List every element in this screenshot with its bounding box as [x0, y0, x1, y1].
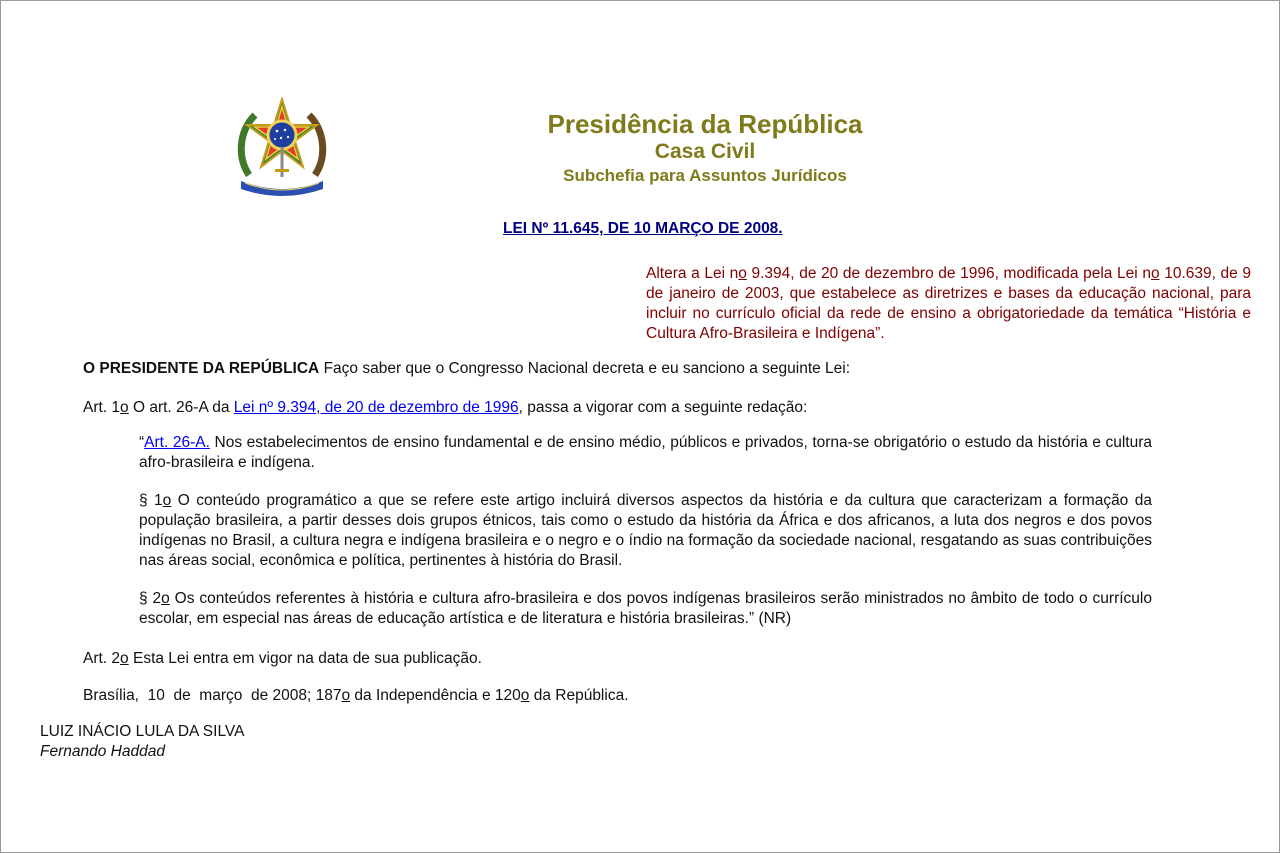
ementa-text-2: 9.394, de 20 de dezembro de 1996, modificada pela Lei n — [746, 265, 1151, 282]
ementa-text-1: Altera a Lei n — [646, 265, 739, 282]
ementa-ordinal-2: o — [1150, 265, 1160, 282]
article-1 — [83, 398, 1153, 418]
coat-of-arms-logo — [235, 97, 329, 199]
paragraph-2 — [139, 589, 1152, 629]
par2-prefix: § 2 — [139, 590, 162, 607]
signature-minister: Fernando Haddad — [40, 743, 165, 760]
par2-ordinal: o — [161, 590, 170, 607]
art26a-quote: “ — [139, 434, 145, 451]
ementa-text-3: 10.639, de 9 de janeiro de 2003, que estabelece as diretrizes e bases da educação nacional, para incluir no currículo oficial da rede de ensino a obrigatoriedade da temática “História e Cultura Afro-Brasileira e Indígena”. — [646, 265, 1252, 342]
art1-text-1: O art. 26-A da — [128, 399, 234, 416]
art2-ordinal: o — [120, 650, 129, 667]
preamble-text: Faço saber que o Congresso Nacional decreta e eu sanciono a seguinte Lei: — [319, 360, 851, 377]
par2-text: Os conteúdos referentes à história e cultura afro-brasileira e dos povos indígenas brasileiros serão ministrados no âmbito de todo o currículo escolar, em especial nas áreas de educação artística e de literatura e história brasileiras.” (NR) — [139, 590, 1152, 627]
art2-text: Esta Lei entra em vigor na data de sua publicação. — [128, 650, 482, 667]
date-ordinal-1: o — [341, 687, 351, 704]
article-2 — [83, 649, 1153, 669]
article-26a — [139, 433, 1152, 473]
art1-ordinal: o — [120, 399, 129, 416]
ementa-ordinal-1: o — [738, 265, 747, 282]
art1-text-2: , passa a vigorar com a seguinte redação: — [518, 399, 808, 416]
par1-text: O conteúdo programático a que se refere este artigo incluirá diversos aspectos da história e da cultura que caracterizam a formação da população brasileira, a partir desses dois grupos étnicos, tais como o estudo da história da África e dos africanos, a luta dos negros e dos povos indígenas no Brasil, a cultura negra e indígena brasileira e o negro e o índio na formação da sociedade nacional, resgatando as suas contribuições nas áreas social, econômica e política, pertinentes à história do Brasil. — [139, 492, 1152, 569]
law-title[interactable]: LEI Nº 11.645, DE 10 MARÇO DE 2008. — [503, 220, 783, 237]
date-text-3: da República. — [529, 687, 629, 704]
header-block — [431, 109, 979, 188]
art2-prefix: Art. 2 — [83, 650, 121, 667]
header-presidencia: Presidência da República — [547, 109, 863, 139]
art-26a-link[interactable]: Art. 26-A. — [144, 434, 210, 451]
date-ordinal-2: o — [520, 687, 530, 704]
par1-ordinal: o — [162, 492, 172, 509]
art26a-text: Nos estabelecimentos de ensino fundamental e de ensino médio, públicos e privados, torna-se obrigatório o estudo da história e cultura afro-brasileira e indígena. — [139, 434, 1153, 471]
date-text-1: Brasília, 10 de março de 2008; 187 — [83, 687, 342, 704]
ementa — [646, 264, 1251, 344]
preamble-bold: O PRESIDENTE DA REPÚBLICA — [83, 360, 320, 377]
preamble — [83, 359, 1153, 379]
paragraph-1 — [139, 491, 1152, 571]
header-casa-civil: Casa Civil — [654, 140, 756, 163]
art1-prefix: Art. 1 — [83, 399, 121, 416]
lei-9394-link[interactable]: Lei nº 9.394, de 20 de dezembro de 1996 — [233, 399, 519, 416]
signature-president: LUIZ INÁCIO LULA DA SILVA — [40, 723, 245, 740]
date-text-2: da Independência e 120 — [350, 687, 521, 704]
header-subchefia: Subchefia para Assuntos Jurídicos — [563, 166, 847, 185]
par1-prefix: § 1 — [139, 492, 163, 509]
date-line — [83, 686, 1153, 706]
